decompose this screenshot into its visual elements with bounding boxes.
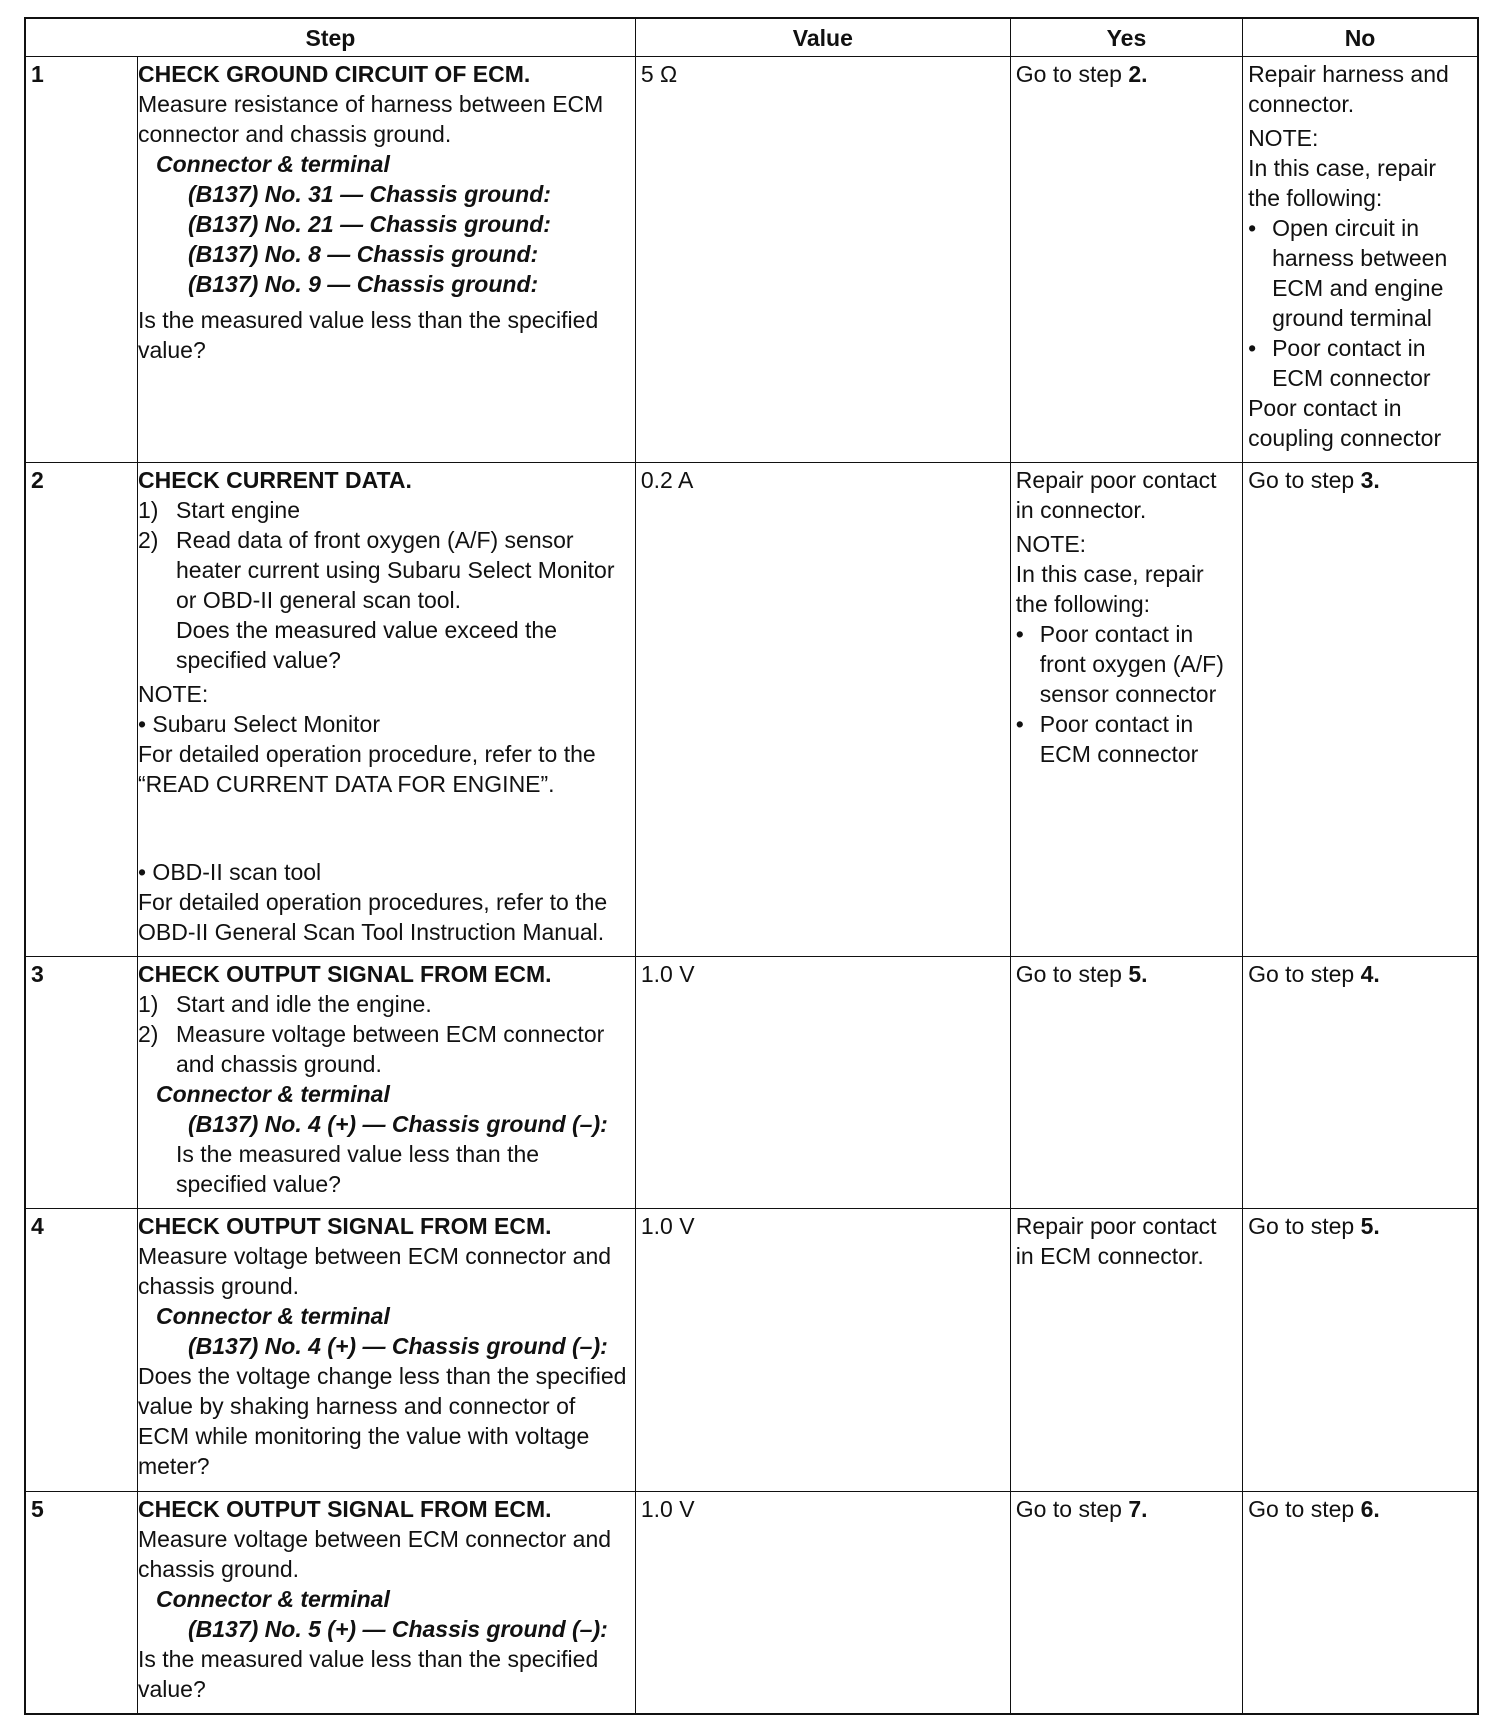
connector-terminal-label: Connector & terminal xyxy=(155,151,390,177)
yes-step-ref: 7. xyxy=(1128,1496,1148,1522)
yes-cell xyxy=(1010,57,1242,463)
step-number: 2 xyxy=(25,463,137,957)
yes-cell xyxy=(1010,957,1242,1209)
connector-terminal-line: (B137) No. 9 — Chassis ground: xyxy=(187,271,539,297)
step-description xyxy=(137,1492,635,1714)
note-heading: NOTE: xyxy=(137,681,209,707)
step-text: Measure resistance of harness between ECM connector and chassis ground. xyxy=(137,91,604,147)
yes-cell xyxy=(1010,1209,1242,1492)
header-yes: Yes xyxy=(1010,18,1242,57)
no-note-bullet: • Poor contact in ECM connector xyxy=(1248,335,1431,391)
diagnostic-table xyxy=(24,17,1479,1715)
table-row xyxy=(25,1209,1478,1492)
yes-note-bullet: • Poor contact in ECM connector xyxy=(1015,711,1199,767)
step-text: Measure voltage between ECM connector and chassis ground. xyxy=(137,1243,612,1299)
step-question: Is the measured value less than the specified value? xyxy=(175,1141,540,1197)
step-value: 1.0 V xyxy=(635,1492,1010,1714)
connector-terminal-line: (B137) No. 31 — Chassis ground: xyxy=(187,181,551,207)
no-cell xyxy=(1243,1492,1478,1714)
connector-terminal-line: (B137) No. 5 (+) — Chassis ground (–): xyxy=(187,1616,608,1642)
no-note-extra: Poor contact in coupling connector xyxy=(1248,395,1442,451)
step-description xyxy=(137,957,635,1209)
yes-text: Repair poor contact in ECM connector. xyxy=(1015,1213,1217,1269)
step-number: 4 xyxy=(25,1209,137,1492)
no-note-bullet: • Open circuit in harness between ECM and engine ground terminal xyxy=(1248,215,1448,331)
step-question: Is the measured value less than the specified value? xyxy=(137,1646,599,1702)
no-text: Go to step xyxy=(1248,1496,1361,1522)
header-no: No xyxy=(1243,18,1478,57)
step-question: Does the voltage change less than the specified value by shaking harness and connector of ECM while monitoring the value with voltage meter? xyxy=(137,1363,627,1479)
table-row xyxy=(25,1492,1478,1714)
step-number: 5 xyxy=(25,1492,137,1714)
step-title: CHECK OUTPUT SIGNAL FROM ECM. xyxy=(137,1213,552,1239)
no-text: Repair harness and connector. xyxy=(1248,61,1449,117)
connector-terminal-label: Connector & terminal xyxy=(155,1303,390,1329)
step-list-item: 2) Measure voltage between ECM connector and chassis ground. xyxy=(137,1021,605,1077)
no-step-ref: 6. xyxy=(1360,1496,1380,1522)
step-title: CHECK OUTPUT SIGNAL FROM ECM. xyxy=(137,961,552,987)
yes-note-bullet: • Poor contact in front oxygen (A/F) sensor connector xyxy=(1015,621,1224,707)
header-value: Value xyxy=(635,18,1010,57)
step-value: 1.0 V xyxy=(635,1209,1010,1492)
table-row xyxy=(25,57,1478,463)
yes-note-heading: NOTE: xyxy=(1015,531,1087,557)
table-row xyxy=(25,957,1478,1209)
step-description xyxy=(137,57,635,463)
step-question: Is the measured value less than the specified value? xyxy=(137,307,599,363)
no-cell xyxy=(1243,57,1478,463)
step-list-item: 1) Start engine xyxy=(137,497,301,523)
connector-terminal-line: (B137) No. 4 (+) — Chassis ground (–): xyxy=(187,1333,608,1359)
no-cell xyxy=(1243,957,1478,1209)
yes-cell xyxy=(1010,463,1242,957)
note-bullet: • Subaru Select Monitor xyxy=(137,711,380,737)
step-question: Does the measured value exceed the specified value? xyxy=(175,617,558,673)
yes-text: Go to step xyxy=(1015,1496,1129,1522)
table-header-row xyxy=(25,18,1478,57)
connector-terminal-label: Connector & terminal xyxy=(155,1586,390,1612)
step-description xyxy=(137,463,635,957)
yes-step-ref: 5. xyxy=(1128,961,1148,987)
no-text: Go to step xyxy=(1248,1213,1361,1239)
no-step-ref: 3. xyxy=(1360,467,1380,493)
step-value: 1.0 V xyxy=(635,957,1010,1209)
step-description xyxy=(137,1209,635,1492)
step-number: 3 xyxy=(25,957,137,1209)
step-number: 1 xyxy=(25,57,137,463)
connector-terminal-label: Connector & terminal xyxy=(155,1081,390,1107)
step-title: CHECK GROUND CIRCUIT OF ECM. xyxy=(137,61,531,87)
header-step: Step xyxy=(25,18,635,57)
no-text: Go to step xyxy=(1248,467,1361,493)
yes-text: Go to step xyxy=(1015,961,1129,987)
yes-text: Repair poor contact in connector. xyxy=(1015,467,1217,523)
no-cell xyxy=(1243,1209,1478,1492)
diagnostic-procedure-document xyxy=(24,17,1479,1715)
connector-terminal-line: (B137) No. 21 — Chassis ground: xyxy=(187,211,551,237)
step-list-item: 1) Start and idle the engine. xyxy=(137,991,432,1017)
step-value: 5 Ω xyxy=(635,57,1010,463)
yes-note-text: In this case, repair the following: xyxy=(1015,561,1204,617)
no-cell xyxy=(1243,463,1478,957)
note-text: For detailed operation procedure, refer to the “READ CURRENT DATA FOR ENGINE”. xyxy=(137,741,596,797)
yes-cell xyxy=(1010,1492,1242,1714)
connector-terminal-line: (B137) No. 4 (+) — Chassis ground (–): xyxy=(187,1111,608,1137)
step-list-item: 2) Read data of front oxygen (A/F) sensor heater current using Subaru Select Monitor or OBD-II general scan tool. xyxy=(137,527,615,613)
no-note-text: In this case, repair the following: xyxy=(1248,155,1436,211)
table-row xyxy=(25,463,1478,957)
step-text: Measure voltage between ECM connector and chassis ground. xyxy=(137,1526,612,1582)
no-step-ref: 4. xyxy=(1360,961,1380,987)
no-note-heading: NOTE: xyxy=(1248,125,1319,151)
yes-text: Go to step xyxy=(1015,61,1129,87)
step-title: CHECK CURRENT DATA. xyxy=(137,467,412,493)
yes-step-ref: 2. xyxy=(1128,61,1148,87)
step-title: CHECK OUTPUT SIGNAL FROM ECM. xyxy=(137,1496,552,1522)
step-value: 0.2 A xyxy=(635,463,1010,957)
note-bullet: • OBD-II scan tool xyxy=(137,859,322,885)
no-step-ref: 5. xyxy=(1360,1213,1380,1239)
connector-terminal-line: (B137) No. 8 — Chassis ground: xyxy=(187,241,539,267)
no-text: Go to step xyxy=(1248,961,1361,987)
note-text: For detailed operation procedures, refer to the OBD-II General Scan Tool Instruction Manual. xyxy=(137,889,608,945)
